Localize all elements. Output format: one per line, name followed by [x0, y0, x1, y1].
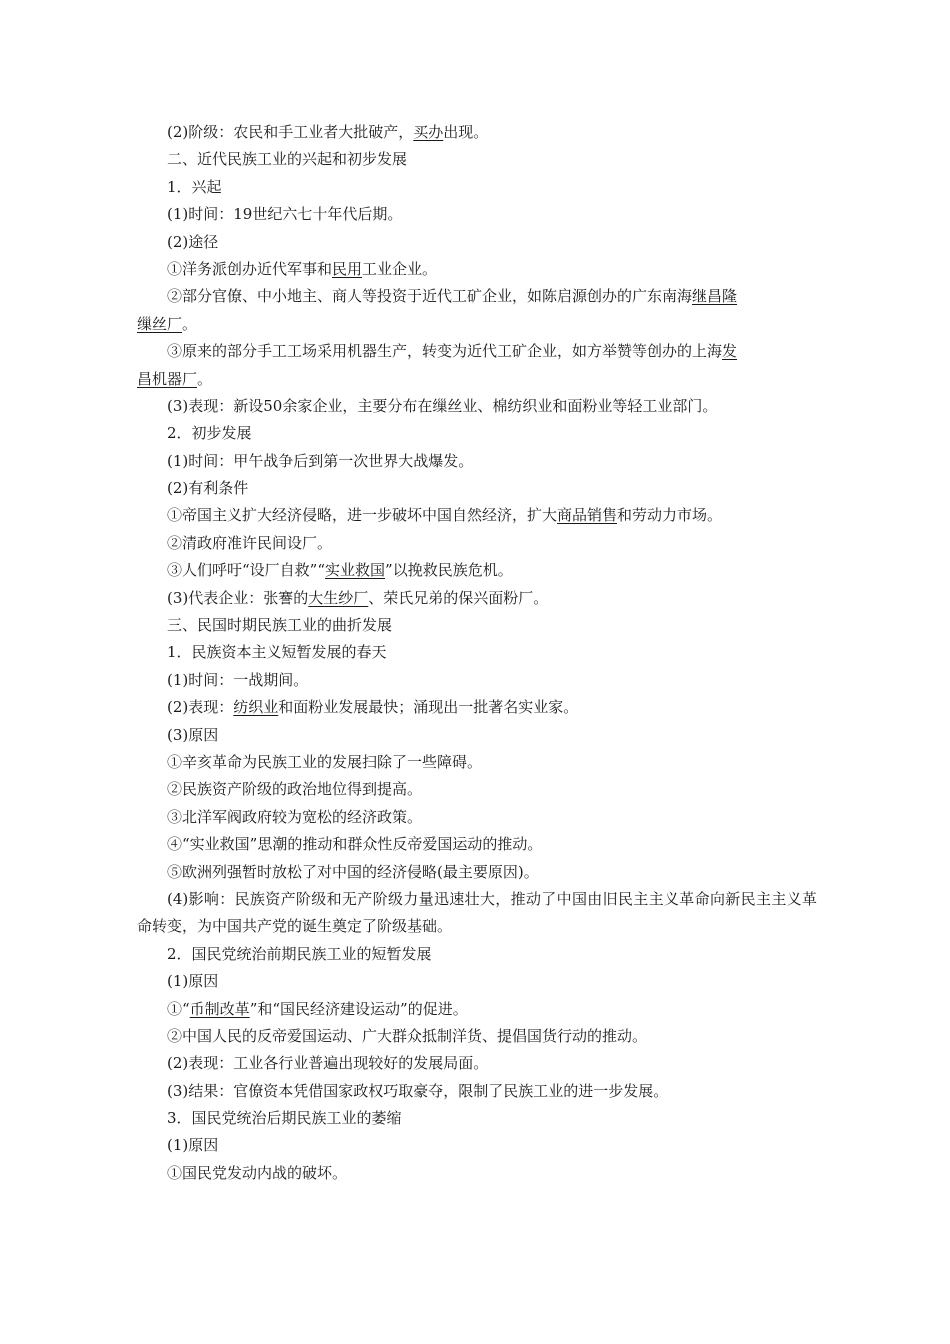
text-line: (2)途径 [167, 232, 219, 251]
text-line: (2)表现：纺织业和面粉业发展最快；涌现出一批著名实业家。 [167, 698, 579, 717]
underlined-term: 实业救国 [325, 561, 386, 580]
underlined-term: 民用 [332, 259, 363, 278]
text-line: ①辛亥革命为民族工业的发展扫除了一些障碍。 [167, 752, 483, 771]
document-page [137, 119, 817, 1187]
underlined-term: 纺织业 [233, 698, 279, 717]
underlined-term: 昌机器厂 [137, 369, 198, 388]
text-line: (1)原因 [167, 972, 219, 991]
subsection-heading: 1．兴起 [167, 177, 222, 196]
text-line: (1)时间：19世纪六七十年代后期。 [167, 205, 403, 224]
text-line: (3)表现：新设50余家企业，主要分布在缫丝业、棉纺织业和面粉业等轻工业部门。 [167, 396, 718, 415]
text-line: ①“币制改革”和“国民经济建设运动”的促进。 [167, 999, 468, 1018]
text-line: ③北洋军阀政府较为宽松的经济政策。 [167, 807, 423, 826]
section-heading: 三、民国时期民族工业的曲折发展 [167, 616, 393, 635]
underlined-term: 继昌隆 [692, 287, 738, 306]
subsection-heading: 2．国民党统治前期民族工业的短暂发展 [167, 944, 432, 963]
text-line: ④“实业救国”思潮的推动和群众性反帝爱国运动的推动。 [167, 835, 543, 854]
text-line: (3)结果：官僚资本凭借国家政权巧取豪夺，限制了民族工业的进一步发展。 [167, 1081, 669, 1100]
underlined-term: 大生纱厂 [308, 588, 369, 607]
text-line: ②中国人民的反帝爱国运动、广大群众抵制洋货、提倡国货行动的推动。 [167, 1026, 648, 1045]
text-line: (1)时间：一战期间。 [167, 670, 309, 689]
text-line: (3)原因 [167, 725, 219, 744]
text-line: ①洋务派创办近代军事和民用工业企业。 [167, 259, 438, 278]
text-line: (2)表现：工业各行业普遍出现较好的发展局面。 [167, 1054, 489, 1073]
text-line: ②民族资产阶级的政治地位得到提高。 [167, 780, 423, 799]
underlined-term: 发 [722, 342, 738, 361]
text-line-continued: 昌机器厂。 [137, 369, 213, 388]
subsection-heading: 2．初步发展 [167, 424, 252, 443]
subsection-heading: 1．民族资本主义短暂发展的春天 [167, 643, 387, 662]
text-line-continued: 缫丝厂。 [137, 314, 198, 333]
text-line: ②部分官僚、中小地主、商人等投资于近代工矿企业，如陈启源创办的广东南海继昌隆 [167, 287, 738, 306]
underlined-term: 缫丝厂 [137, 314, 183, 333]
text-line: ③原来的部分手工工场采用机器生产，转变为近代工矿企业，如方举赞等创办的上海发 [167, 342, 738, 361]
text-line: (2)阶级：农民和手工业者大批破产，买办出现。 [167, 123, 489, 141]
underlined-term: 商品销售 [557, 506, 618, 525]
text-line: ②清政府准许民间设厂。 [167, 533, 333, 552]
text-line: ①帝国主义扩大经济侵略，进一步破坏中国自然经济，扩大商品销售和劳动力市场。 [167, 506, 723, 525]
underlined-term: 买办 [413, 123, 444, 141]
text-line: (2)有利条件 [167, 479, 249, 498]
text-paragraph: (4)影响：民族资产阶级和无产阶级力量迅速壮大，推动了中国由旧民主主义革命向新民主主义革命转变，为中国共产党的诞生奠定了阶级基础。 [137, 889, 817, 936]
section-heading: 二、近代民族工业的兴起和初步发展 [167, 150, 408, 169]
text-line: ③人们呼吁“设厂自救”“实业救国”以挽救民族危机。 [167, 561, 513, 580]
text-line: ⑤欧洲列强暂时放松了对中国的经济侵略(最主要原因)。 [167, 862, 539, 881]
underlined-term: 币制改革 [189, 999, 250, 1018]
text-line: ①国民党发动内战的破坏。 [167, 1163, 348, 1182]
text-line: (1)时间：甲午战争后到第一次世界大战爆发。 [167, 451, 474, 470]
text-line: (1)原因 [167, 1136, 219, 1155]
subsection-heading: 3．国民党统治后期民族工业的萎缩 [167, 1109, 402, 1128]
text-line: (3)代表企业：张謇的大生纱厂、荣氏兄弟的保兴面粉厂。 [167, 588, 549, 607]
